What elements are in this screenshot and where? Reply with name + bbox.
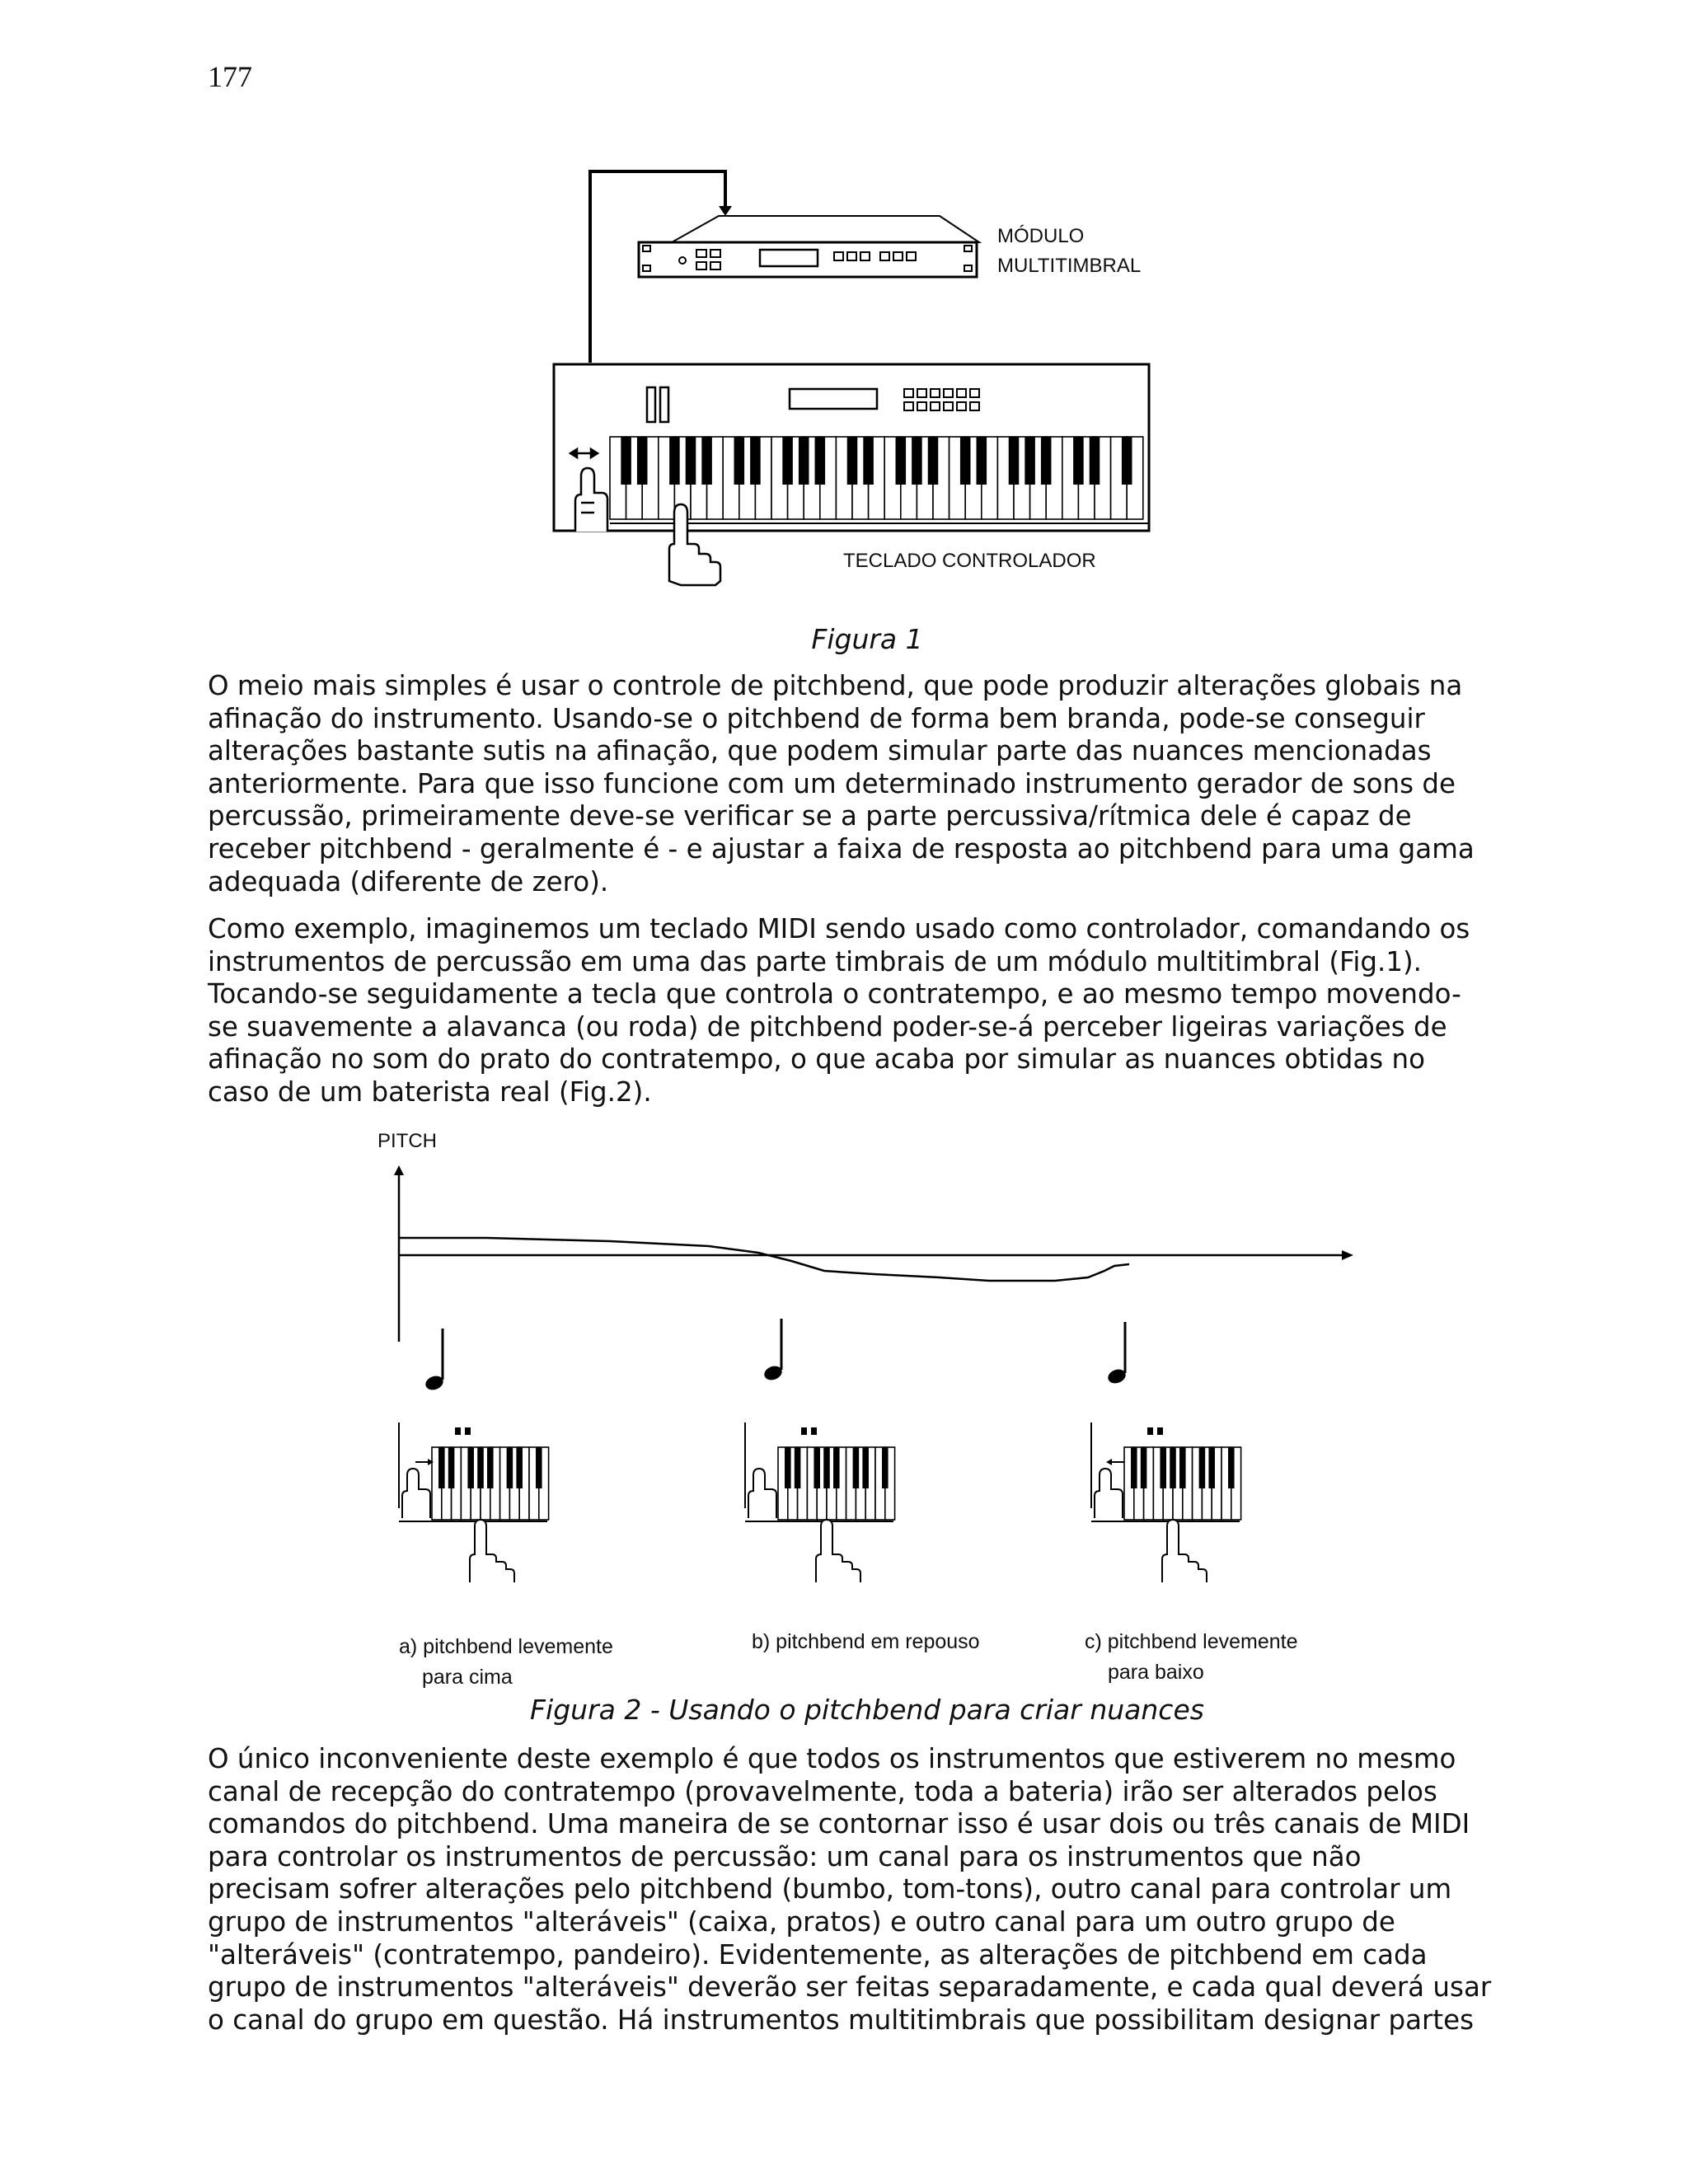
keyboard-keys — [610, 437, 1143, 519]
black-key — [785, 1447, 791, 1488]
black-key — [621, 437, 631, 485]
figure-1 — [528, 157, 1170, 602]
time-axis-arrow-icon — [1342, 1250, 1353, 1260]
figure-2 — [363, 1121, 1376, 1698]
black-key — [1141, 1447, 1147, 1488]
mini-slider — [455, 1427, 461, 1435]
module-label-line2: MULTITIMBRAL — [997, 255, 1142, 277]
mini-slider — [1157, 1427, 1163, 1435]
black-key — [833, 1447, 840, 1488]
black-key — [912, 437, 922, 485]
hand-on-pitchbend-icon — [402, 1469, 430, 1518]
mini-keys — [778, 1447, 895, 1520]
black-key — [799, 437, 809, 485]
black-key — [1131, 1447, 1137, 1488]
panel-b-keyboard — [745, 1422, 895, 1582]
black-key — [536, 1447, 542, 1488]
black-key — [1170, 1447, 1176, 1488]
pitch-axis-arrow-icon — [394, 1165, 404, 1175]
hand-on-pitchbend-icon — [748, 1469, 776, 1518]
note-icon — [762, 1319, 784, 1382]
hand-pressing-key-icon — [470, 1520, 514, 1582]
arrow-left-icon — [1106, 1459, 1112, 1465]
black-key — [750, 437, 761, 485]
black-key — [795, 1447, 801, 1488]
black-key — [862, 1447, 869, 1488]
panel-c-label-line1: c) pitchbend levemente — [1085, 1630, 1298, 1653]
black-key — [1179, 1447, 1186, 1488]
pitch-curve — [399, 1238, 1129, 1281]
black-key — [1009, 437, 1020, 485]
black-key — [815, 437, 826, 485]
controller-keyboard — [554, 364, 1149, 531]
paragraph-2: Como exemplo, imaginemos um teclado MIDI sendo usado como controlador, comandando os instrumentos de percussão em uma das parte timbrais de um módulo multitimbral (Fig.1). Tocando-se seguidamente a tecla que controla o contratempo, e ao mesmo tempo movendo- se suavemente a alavanca (ou roda) de pitchbend poder-se-á perceber ligeiras variações de afinação no som do prato do contratempo, o que acaba por simular as nuances obtidas no caso de um baterista real (Fig.2). — [208, 913, 1470, 1108]
panel-c-keyboard — [1091, 1422, 1241, 1582]
paragraph-3: O único inconveniente deste exemplo é que todos os instrumentos que estiverem no mesmo canal de recepção do contratempo (provavelmente, toda a bateria) irão ser alterados pelos comandos do pitchbend. Uma maneira de se contornar isso é usar dois ou três canais de MIDI para controlar os instrumentos de percussão: um canal para os instrumentos que não precisam sofrer alterações pelo pitchbend (bumbo, tom-tons), outro canal para controlar um grupo de instrumentos "alteráveis" (caixa, pratos) e outro canal para um outro grupo de "alteráveis" (contratempo, pandeiro). Evidentemente, as alterações de pitchbend em cada grupo de instrumentos "alteráveis" deverão ser feitas separadamente, e cada qual deverá usar o canal do grupo em questão. Há instrumentos multitimbrais que possibilitam designar partes — [208, 1743, 1492, 2036]
black-key — [516, 1447, 523, 1488]
module-label-line1: MÓDULO — [997, 225, 1085, 247]
black-key — [477, 1447, 484, 1488]
black-key — [782, 437, 793, 485]
black-key — [1025, 437, 1035, 485]
panel-b-label-line1: b) pitchbend em repouso — [752, 1630, 980, 1653]
black-key — [1122, 437, 1132, 485]
panel-a-label-line1: a) pitchbend levemente — [399, 1635, 613, 1658]
black-key — [701, 437, 712, 485]
black-key — [734, 437, 745, 485]
black-key — [863, 437, 874, 485]
panel-a-label-line2: para cima — [422, 1666, 513, 1689]
black-key — [1041, 437, 1052, 485]
black-key — [853, 1447, 860, 1488]
figure-2-drawing — [363, 1121, 1376, 1698]
black-key — [1228, 1447, 1235, 1488]
black-key — [1208, 1447, 1215, 1488]
black-key — [1160, 1447, 1166, 1488]
mini-slider — [465, 1427, 471, 1435]
black-key — [847, 437, 858, 485]
black-key — [1090, 437, 1100, 485]
mini-keys — [432, 1447, 549, 1520]
black-key — [814, 1447, 820, 1488]
black-key — [669, 437, 680, 485]
page-number: 177 — [208, 60, 252, 93]
black-key — [1073, 437, 1084, 485]
black-key — [487, 1447, 494, 1488]
black-key — [896, 437, 907, 485]
module-unit — [639, 216, 979, 277]
paragraph-1: O meio mais simples é usar o controle de pitchbend, que pode produzir alterações globais na afinação do instrumento. Usando-se o pitchbend de forma bem branda, pode-se conseguir alterações bastante sutis na afinação, que podem simular parte das nuances mencionadas anteriormente. Para que isso funcione com um determinado instrumento gerador de sons de percussão, primeiramente deve-se verificar se a parte percussiva/rítmica dele é capaz de receber pitchbend - geralmente é - e ajustar a faixa de resposta ao pitchbend para uma gama adequada (diferente de zero). — [208, 670, 1475, 898]
hand-pressing-key-icon — [1162, 1520, 1207, 1582]
figure-1-drawing — [528, 157, 1170, 602]
black-key — [637, 437, 648, 485]
mini-slider — [1147, 1427, 1153, 1435]
pitch-axis-label: PITCH — [377, 1130, 437, 1152]
note-icon — [424, 1329, 445, 1392]
black-key — [448, 1447, 455, 1488]
hand-pressing-key-icon — [816, 1520, 860, 1582]
panel-c-label-line2: para baixo — [1108, 1661, 1204, 1684]
figure-1-caption: Figura 1 — [811, 623, 923, 655]
black-key — [882, 1447, 889, 1488]
keyboard-label: TECLADO CONTROLADOR — [843, 550, 1096, 572]
hand-on-pitchbend-icon — [1095, 1469, 1123, 1518]
panel-a-keyboard — [399, 1422, 549, 1582]
cable-arrow-icon — [719, 206, 732, 216]
black-key — [686, 437, 696, 485]
black-key — [928, 437, 939, 485]
figure-2-caption: Figura 2 - Usando o pitchbend para criar nuances — [530, 1694, 1204, 1726]
note-icon — [1106, 1322, 1128, 1385]
black-key — [438, 1447, 445, 1488]
mini-slider — [801, 1427, 807, 1435]
black-key — [823, 1447, 830, 1488]
black-key — [977, 437, 987, 485]
black-key — [960, 437, 971, 485]
black-key — [1199, 1447, 1206, 1488]
black-key — [467, 1447, 474, 1488]
black-key — [507, 1447, 513, 1488]
mini-slider — [811, 1427, 817, 1435]
mini-keys — [1124, 1447, 1241, 1520]
